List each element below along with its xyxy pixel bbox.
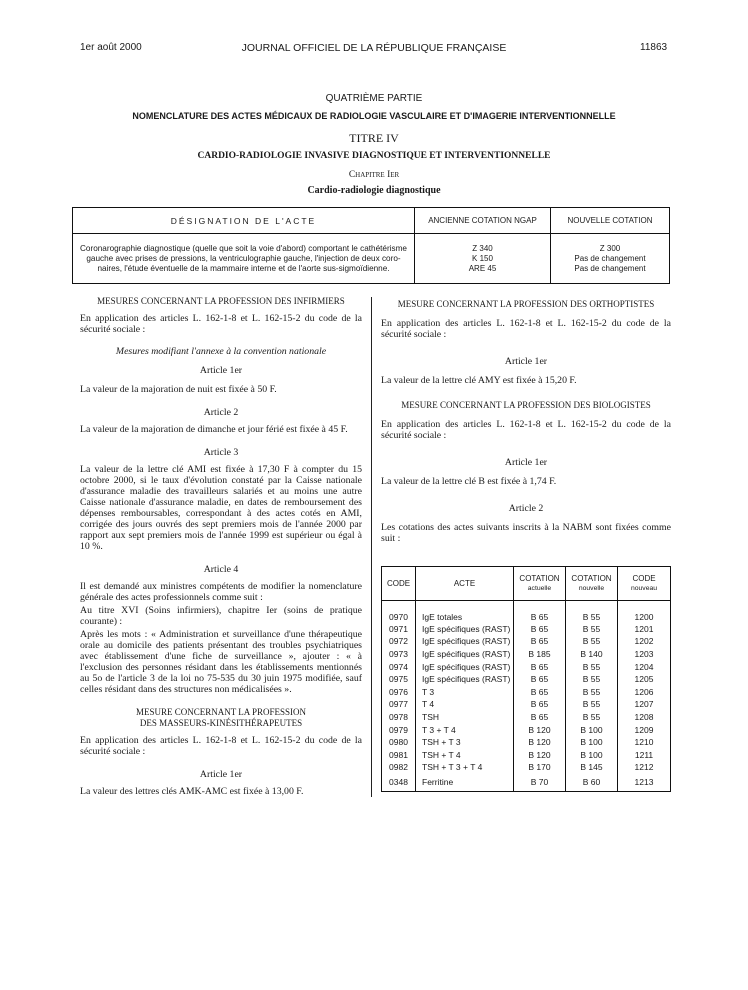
titre-subtitle: CARDIO-RADIOLOGIE INVASIVE DIAGNOSTIQUE ET INTERVENTIONNELLE (197, 151, 551, 161)
article-label: Article 2 (203, 407, 239, 418)
cotation-nouvelle-cell: B 145 (566, 761, 618, 774)
section-heading-orthoptistes: MESURE CONCERNANT LA PROFESSION DES ORTHOPTISTES (397, 299, 655, 309)
cotation-nouvelle-cell: B 60 (566, 774, 618, 792)
cotation-actuelle-cell: B 120 (514, 723, 566, 736)
cotation-actuelle-cell: B 65 (514, 673, 566, 686)
table-row (382, 635, 671, 648)
acte-cell: IgE totales (416, 601, 514, 623)
paragraph: En application des articles L. 162-1-8 et L. 162-15-2 du code de la sécurité sociale : (381, 419, 671, 441)
cotation-nouvelle-cell: B 55 (566, 711, 618, 724)
cotation-nouvelle-cell: B 140 (566, 648, 618, 661)
code-nouveau-cell: 1205 (618, 673, 671, 686)
section-heading-biologistes: MESURE CONCERNANT LA PROFESSION DES BIOLOGISTES (401, 400, 651, 410)
paragraph: La valeur de la lettre clé B est fixée à 1,74 F. (381, 476, 557, 487)
cotation-actuelle-cell: B 65 (514, 623, 566, 636)
old-cotation-header: ANCIENNE COTATION NGAP (415, 208, 551, 234)
part-title: QUATRIÈME PARTIE (325, 93, 423, 104)
code-nouveau-cell: 1202 (618, 635, 671, 648)
acte-cell: Ferritine (416, 774, 514, 792)
code-cell: 0980 (382, 736, 416, 749)
column-divider (371, 297, 372, 797)
code-nouveau-cell: 1211 (618, 748, 671, 761)
acte-cell: IgE spécifiques (RAST) (416, 623, 514, 636)
cotation-actuelle-cell: B 65 (514, 635, 566, 648)
nomenclature-title: NOMENCLATURE DES ACTES MÉDICAUX DE RADIOLOGIE VASCULAIRE ET D'IMAGERIE INTERVENTIONNELLE (132, 111, 616, 121)
table-row (382, 774, 671, 792)
nabm-codes-table (381, 566, 671, 792)
table-row (382, 711, 671, 724)
paragraph: En application des articles L. 162-1-8 et L. 162-15-2 du code de la sécurité sociale : (80, 313, 362, 335)
code-cell: 0972 (382, 635, 416, 648)
cotation-nouvelle-cell: B 55 (566, 635, 618, 648)
cotation-actuelle-header: COTATION actuelle (514, 567, 566, 601)
section-heading-kine-1: MESURE CONCERNANT LA PROFESSION (135, 707, 307, 717)
table-row (382, 685, 671, 698)
paragraph: Les cotations des actes suivants inscrits à la NABM sont fixées comme suit : (381, 522, 671, 544)
table-row (382, 723, 671, 736)
code-nouveau-cell: 1210 (618, 736, 671, 749)
table-row (382, 660, 671, 673)
acte-cell: T 3 (416, 685, 514, 698)
cotation-actuelle-cell: B 120 (514, 748, 566, 761)
acte-cell: IgE spécifiques (RAST) (416, 660, 514, 673)
article-label: Article 1er (504, 356, 548, 367)
cotation-nouvelle-cell: B 55 (566, 623, 618, 636)
code-nouveau-cell: 1212 (618, 761, 671, 774)
designation-cell: Coronarographie diagnostique (quelle que soit la voie d'abord) comportant le cathétérisme gauche avec prises de pressions, la ventriculographie gauche, l'injection de deux coro- naires, l'étude éventuelle de la mammaire interne et de l'aorte sus-sigmoïdienne. (73, 234, 415, 284)
section-heading-infirmiers: MESURES CONCERNANT LA PROFESSION DES INFIRMIERS (97, 296, 345, 306)
titre-heading: TITRE IV (349, 131, 399, 145)
article-label: Article 1er (199, 365, 243, 376)
table-row (382, 736, 671, 749)
article-label: Article 1er (199, 769, 243, 780)
cotation-nouvelle-cell: B 100 (566, 723, 618, 736)
cotation-nouvelle-cell: B 55 (566, 660, 618, 673)
header-page-number: 11863 (640, 42, 668, 53)
cotation-actuelle-cell: B 185 (514, 648, 566, 661)
code-nouveau-cell: 1206 (618, 685, 671, 698)
cotation-table (72, 207, 670, 284)
code-nouveau-cell: 1203 (618, 648, 671, 661)
table-row (382, 698, 671, 711)
acte-cell: TSH (416, 711, 514, 724)
right-column (381, 299, 671, 544)
code-nouveau-cell: 1201 (618, 623, 671, 636)
cotation-actuelle-cell: B 65 (514, 711, 566, 724)
cotation-nouvelle-header: COTATION nouvelle (566, 567, 618, 601)
article-label: Article 1er (504, 457, 548, 468)
designation-header: DÉSIGNATION DE L'ACTE (73, 208, 415, 234)
table-row (382, 623, 671, 636)
article-label: Article 2 (508, 503, 544, 514)
article-label: Article 4 (203, 564, 239, 575)
table-row (382, 673, 671, 686)
paragraph: Après les mots : « Administration et surveillance d'une thérapeutique orale au domicile des patients présentant des troubles psychiatriques avec établissement d'une fiche de surveillance », ajouter : « à l'exclusion des personnes résidant dans les établissements mentionnés au 5o de l'article 3 de la loi no 75-535 du 30 juin 1975 modifiée, sauf celles résidant dans des structures non médicalisées ». (80, 629, 362, 695)
cotation-nouvelle-cell: B 55 (566, 685, 618, 698)
acte-header: ACTE (416, 567, 514, 601)
chapter-title: Cardio-radiologie diagnostique (307, 185, 441, 196)
cotation-actuelle-cell: B 65 (514, 685, 566, 698)
acte-cell: IgE spécifiques (RAST) (416, 673, 514, 686)
code-cell: 0974 (382, 660, 416, 673)
code-cell: 0975 (382, 673, 416, 686)
new-cotation-cell: Z 300 Pas de changement Pas de changement (551, 234, 670, 284)
chapter-label: Chapitre Ier (348, 170, 400, 180)
code-nouveau-cell: 1213 (618, 774, 671, 792)
cotation-actuelle-cell: B 120 (514, 736, 566, 749)
header-journal: JOURNAL OFFICIEL DE LA RÉPUBLIQUE FRANÇAISE (241, 42, 507, 54)
subheading-convention: Mesures modifiant l'annexe à la convention nationale (115, 346, 327, 357)
paragraph: La valeur de la lettre clé AMI est fixée à 17,30 F à compter du 15 octobre 2000, si le taux d'évolution constaté par la Caisse nationale d'assurance maladie des travailleurs salariés et au moins une autre Caisse nationale d'assurance maladie, en dates de remboursement des dépenses remboursables, correspondant à des actes cotés en AMI, corrigée des jours ouvrés des sept premiers mois de l'année 2000 par rapport aux sept premiers mois de l'année 1999 est supérieur ou égal à 10 %. (80, 464, 362, 552)
table-row (382, 748, 671, 761)
code-cell: 0982 (382, 761, 416, 774)
code-cell: 0976 (382, 685, 416, 698)
code-nouveau-cell: 1200 (618, 601, 671, 623)
paragraph: La valeur de la majoration de nuit est fixée à 50 F. (80, 384, 277, 395)
cotation-actuelle-cell: B 65 (514, 698, 566, 711)
acte-cell: TSH + T 3 + T 4 (416, 761, 514, 774)
code-cell: 0977 (382, 698, 416, 711)
acte-cell: T 3 + T 4 (416, 723, 514, 736)
cotation-actuelle-cell: B 170 (514, 761, 566, 774)
acte-cell: IgE spécifiques (RAST) (416, 648, 514, 661)
acte-cell: T 4 (416, 698, 514, 711)
code-nouveau-cell: 1208 (618, 711, 671, 724)
table-row (382, 601, 671, 623)
cotation-nouvelle-cell: B 100 (566, 748, 618, 761)
code-header: CODE (382, 567, 416, 601)
cotation-actuelle-cell: B 70 (514, 774, 566, 792)
new-cotation-header: NOUVELLE COTATION (551, 208, 670, 234)
code-nouveau-cell: 1207 (618, 698, 671, 711)
paragraph: La valeur des lettres clés AMK-AMC est fixée à 13,00 F. (80, 786, 304, 797)
paragraph: Il est demandé aux ministres compétents de modifier la nomenclature générale des actes professionnels comme suit : (80, 581, 362, 603)
cotation-nouvelle-cell: B 55 (566, 601, 618, 623)
code-nouveau-cell: 1204 (618, 660, 671, 673)
article-label: Article 3 (203, 447, 239, 458)
cotation-actuelle-cell: B 65 (514, 660, 566, 673)
code-cell: 0978 (382, 711, 416, 724)
paragraph: En application des articles L. 162-1-8 et L. 162-15-2 du code de la sécurité sociale : (381, 318, 671, 340)
code-cell: 0971 (382, 623, 416, 636)
header-date: 1er août 2000 (80, 42, 142, 53)
section-heading-kine-2: DES MASSEURS-KINÉSITHÉRAPEUTES (139, 718, 303, 728)
paragraph: La valeur de la majoration de dimanche et jour férié est fixée à 45 F. (80, 424, 348, 435)
old-cotation-cell: Z 340 K 150 ARE 45 (415, 234, 551, 284)
table-row (382, 761, 671, 774)
left-column (80, 296, 362, 797)
paragraph: En application des articles L. 162-1-8 et L. 162-15-2 du code de la sécurité sociale : (80, 735, 362, 757)
cotation-actuelle-cell: B 65 (514, 601, 566, 623)
acte-cell: IgE spécifiques (RAST) (416, 635, 514, 648)
paragraph: Au titre XVI (Soins infirmiers), chapitre Ier (soins de pratique courante) : (80, 605, 362, 627)
cotation-nouvelle-cell: B 55 (566, 698, 618, 711)
acte-cell: TSH + T 3 (416, 736, 514, 749)
code-cell: 0970 (382, 601, 416, 623)
code-cell: 0981 (382, 748, 416, 761)
cotation-nouvelle-cell: B 100 (566, 736, 618, 749)
code-cell: 0979 (382, 723, 416, 736)
code-nouveau-cell: 1209 (618, 723, 671, 736)
cotation-nouvelle-cell: B 55 (566, 673, 618, 686)
code-cell: 0973 (382, 648, 416, 661)
code-nouveau-header: CODE nouveau (618, 567, 671, 601)
paragraph: La valeur de la lettre clé AMY est fixée à 15,20 F. (381, 375, 577, 386)
code-cell: 0348 (382, 774, 416, 792)
acte-cell: TSH + T 4 (416, 748, 514, 761)
table-row (382, 648, 671, 661)
